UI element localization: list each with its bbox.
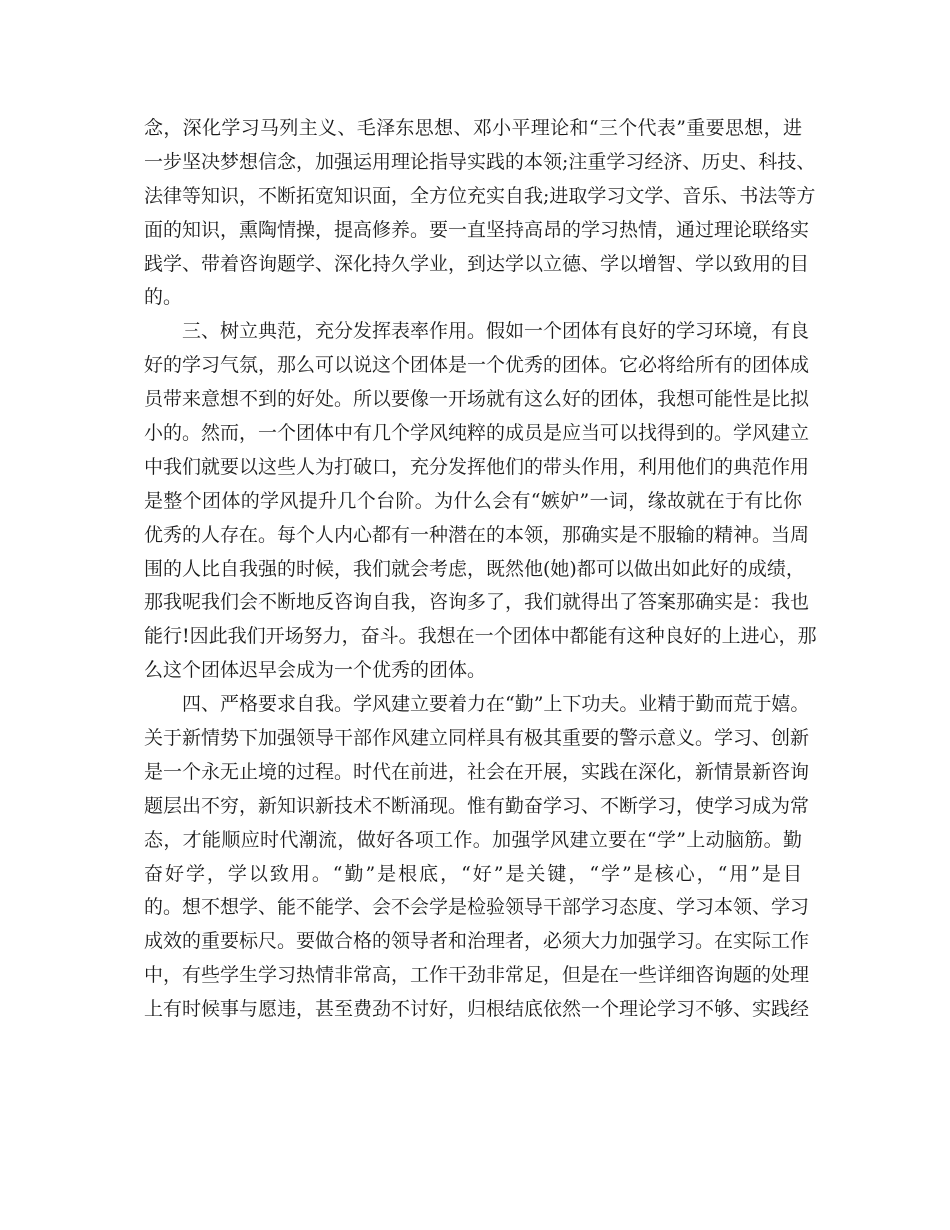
text-line: 成效的重要标尺。要做合格的领导者和治理者，必须大力加强学习。在实际工作: [144, 930, 810, 953]
text-line: 一步坚决梦想信念，加强运用理论指导实践的本领;注重学习经济、历史、科技、: [144, 150, 816, 173]
text-line: 的。: [144, 286, 183, 309]
text-line: 奋好学，学以致用。“勤”是根底，“好”是关键，“学”是核心，“用”是目: [144, 862, 802, 885]
text-line: 优秀的人存在。每个人内心都有一种潜在的本领，那确实是不服输的精神。当周: [144, 523, 810, 546]
text-line: 念，深化学习马列主义、毛泽东思想、邓小平理论和“三个代表”重要思想，进: [144, 117, 802, 139]
text-line: 的。想不想学、能不能学、会不会学是检验领导干部学习态度、学习本领、学习: [144, 896, 810, 919]
text-line: 法律等知识，不断拓宽知识面，全方位充实自我;进取学习文学、音乐、书法等方: [144, 184, 816, 207]
text-line: 面的知识，熏陶情操，提高修养。要一直坚持高昂的学习热情，通过理论联络实: [144, 218, 810, 241]
text-line: 是一个永无止境的过程。时代在前进，社会在开展，实践在深化，新情景新咨询: [144, 760, 810, 783]
text-line: 践学、带着咨询题学、深化持久学业，到达学以立德、学以增智、学以致用的目: [144, 252, 810, 275]
text-line: 么这个团体迟早会成为一个优秀的团体。: [144, 659, 487, 682]
text-line: 上有时候事与愿违，甚至费劲不讨好，归根结底依然一个理论学习不够、实践经: [144, 998, 810, 1021]
text-line: 中我们就要以这些人为打破口，充分发挥他们的带头作用，利用他们的典范作用: [144, 455, 810, 478]
text-line: 四、严格要求自我。学风建立要着力在“勤”上下功夫。业精于勤而荒于嬉。: [182, 693, 810, 716]
text-line: 能行!因此我们开场努力，奋斗。我想在一个团体中都能有这种良好的上进心，那: [144, 625, 817, 648]
text-line: 关于新情势下加强领导干部作风建立同样具有极其重要的警示意义。学习、创新: [144, 727, 810, 750]
text-line: 三、树立典范，充分发挥表率作用。假如一个团体有良好的学习环境，有良: [182, 320, 810, 343]
text-line: 员带来意想不到的好处。所以要像一开场就有这么好的团体，我想可能性是比拟: [144, 388, 810, 411]
text-line: 那我呢我们会不断地反咨询自我，咨询多了，我们就得出了答案那确实是：我也: [144, 591, 810, 614]
text-line: 是整个团体的学风提升几个台阶。为什么会有“嫉妒”一词，缘故就在于有比你: [144, 489, 802, 512]
document-body: [144, 112, 817, 1027]
text-line: 题层出不穷，新知识新技术不断涌现。惟有勤奋学习、不断学习，使学习成为常: [144, 794, 810, 817]
text-line: 中，有些学生学习热情非常高，工作干劲非常足，但是在一些详细咨询题的处理: [144, 964, 810, 987]
text-line: 小的。然而，一个团体中有几个学风纯粹的成员是应当可以找得到的。学风建立: [144, 422, 810, 445]
text-line: 围的人比自我强的时候，我们就会考虑，既然他(她)都可以做出如此好的成绩，: [144, 557, 805, 580]
text-line: 好的学习气氛，那么可以说这个团体是一个优秀的团体。它必将给所有的团体成: [144, 354, 810, 377]
text-line: 态，才能顺应时代潮流，做好各项工作。加强学风建立要在“学”上动脑筋。勤: [144, 828, 802, 851]
